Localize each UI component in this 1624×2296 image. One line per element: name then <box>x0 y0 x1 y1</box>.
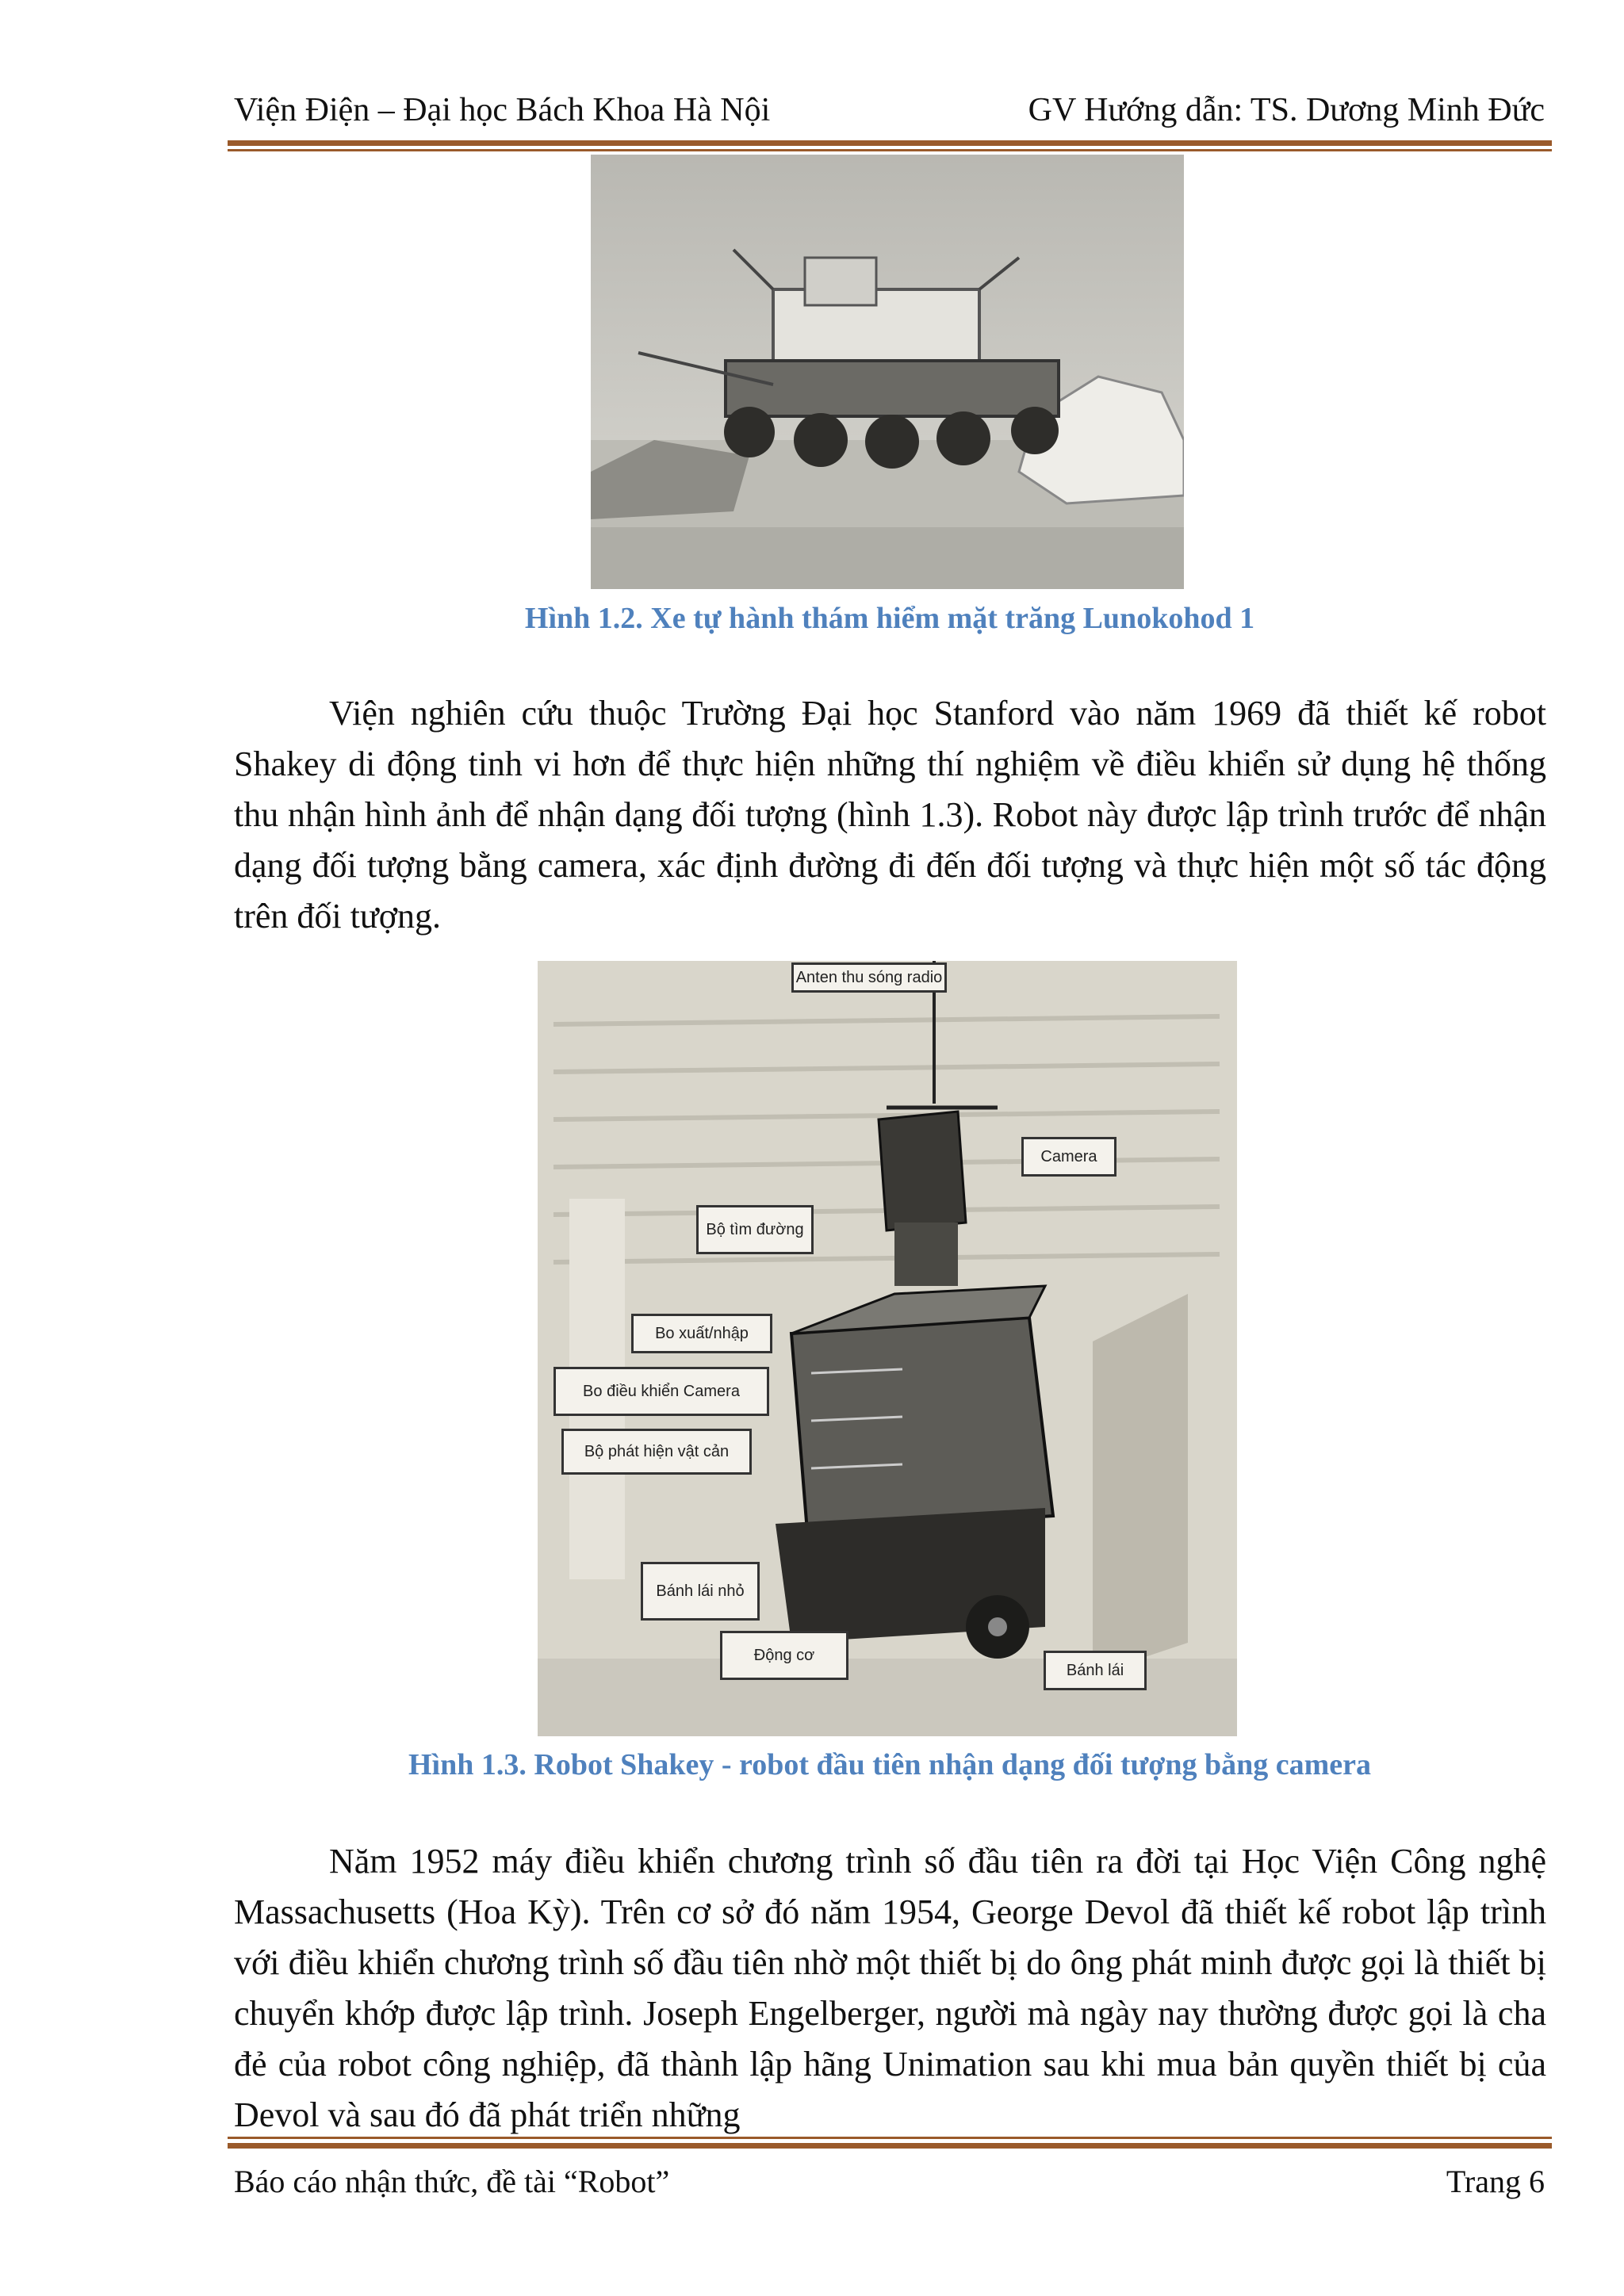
figure-caption-1-2: Hình 1.2. Xe tự hành thám hiểm mặt trăng Lunokohod 1 <box>524 602 1255 635</box>
header-rule-thin <box>228 149 1552 151</box>
label-camera-control: Bo điều khiển Camera <box>553 1367 769 1416</box>
shakey-robot-photo <box>538 961 1237 1736</box>
body-paragraph-2: Năm 1952 máy điều khiển chương trình số đầu tiên ra đời tại Học Viện Công nghệ Massachusetts (Hoa Kỳ). Trên cơ sở đó năm 1954, George Devol đã thiết kế robot lập trình với điều khiển chương trình số đầu tiên nhờ một thiết bị do ông phát minh được gọi là thiết bị chuyển khớp được lập trình. Joseph Engelberger, người mà ngày nay thường được gọi là cha đẻ của robot công nghiệp, đã thành lập hãng Unimation sau khi mua bản quyền thiết bị của Devol và sau đó đã phát triển những <box>234 1842 1546 2134</box>
figure-caption-1-3: Hình 1.3. Robot Shakey - robot đầu tiên nhận dạng đối tượng bằng camera <box>408 1748 1371 1781</box>
body-paragraph-1: Viện nghiên cứu thuộc Trường Đại học Stanford vào năm 1969 đã thiết kế robot Shakey di động tinh vi hơn để thực hiện những thí nghiệm về điều khiển sử dụng hệ thống thu nhận hình ảnh để nhận dạng đối tượng (hình 1.3). Robot này được lập trình trước để nhận dạng đối tượng bằng camera, xác định đường đi đến đối tượng và thực hiện một số tác động trên đối tượng. <box>234 694 1546 936</box>
label-pathfinder: Bộ tìm đường <box>696 1205 814 1254</box>
footer-rule-thin <box>228 2137 1552 2139</box>
footer-rule-thick <box>228 2143 1552 2149</box>
label-obstacle-detector: Bộ phát hiện vật cản <box>561 1429 752 1475</box>
footer-report-title: Báo cáo nhận thức, đề tài “Robot” <box>234 2164 670 2199</box>
lunar-rover-photo <box>591 155 1184 589</box>
lunar-rover-illustration <box>591 155 1184 589</box>
header-rule-thick <box>228 140 1552 146</box>
footer-page-number: Trang 6 <box>1446 2164 1545 2199</box>
label-small-steering-wheel: Bánh lái nhỏ <box>641 1562 760 1621</box>
label-motor: Động cơ <box>720 1631 848 1680</box>
label-antenna: Anten thu sóng radio <box>791 962 947 993</box>
label-io: Bo xuất/nhập <box>631 1314 772 1353</box>
label-camera: Camera <box>1021 1137 1116 1177</box>
label-steering-wheel: Bánh lái <box>1044 1651 1147 1690</box>
header-institution: Viện Điện – Đại học Bách Khoa Hà Nội <box>234 92 771 128</box>
header-advisor: GV Hướng dẫn: TS. Dương Minh Đức <box>1028 92 1545 128</box>
